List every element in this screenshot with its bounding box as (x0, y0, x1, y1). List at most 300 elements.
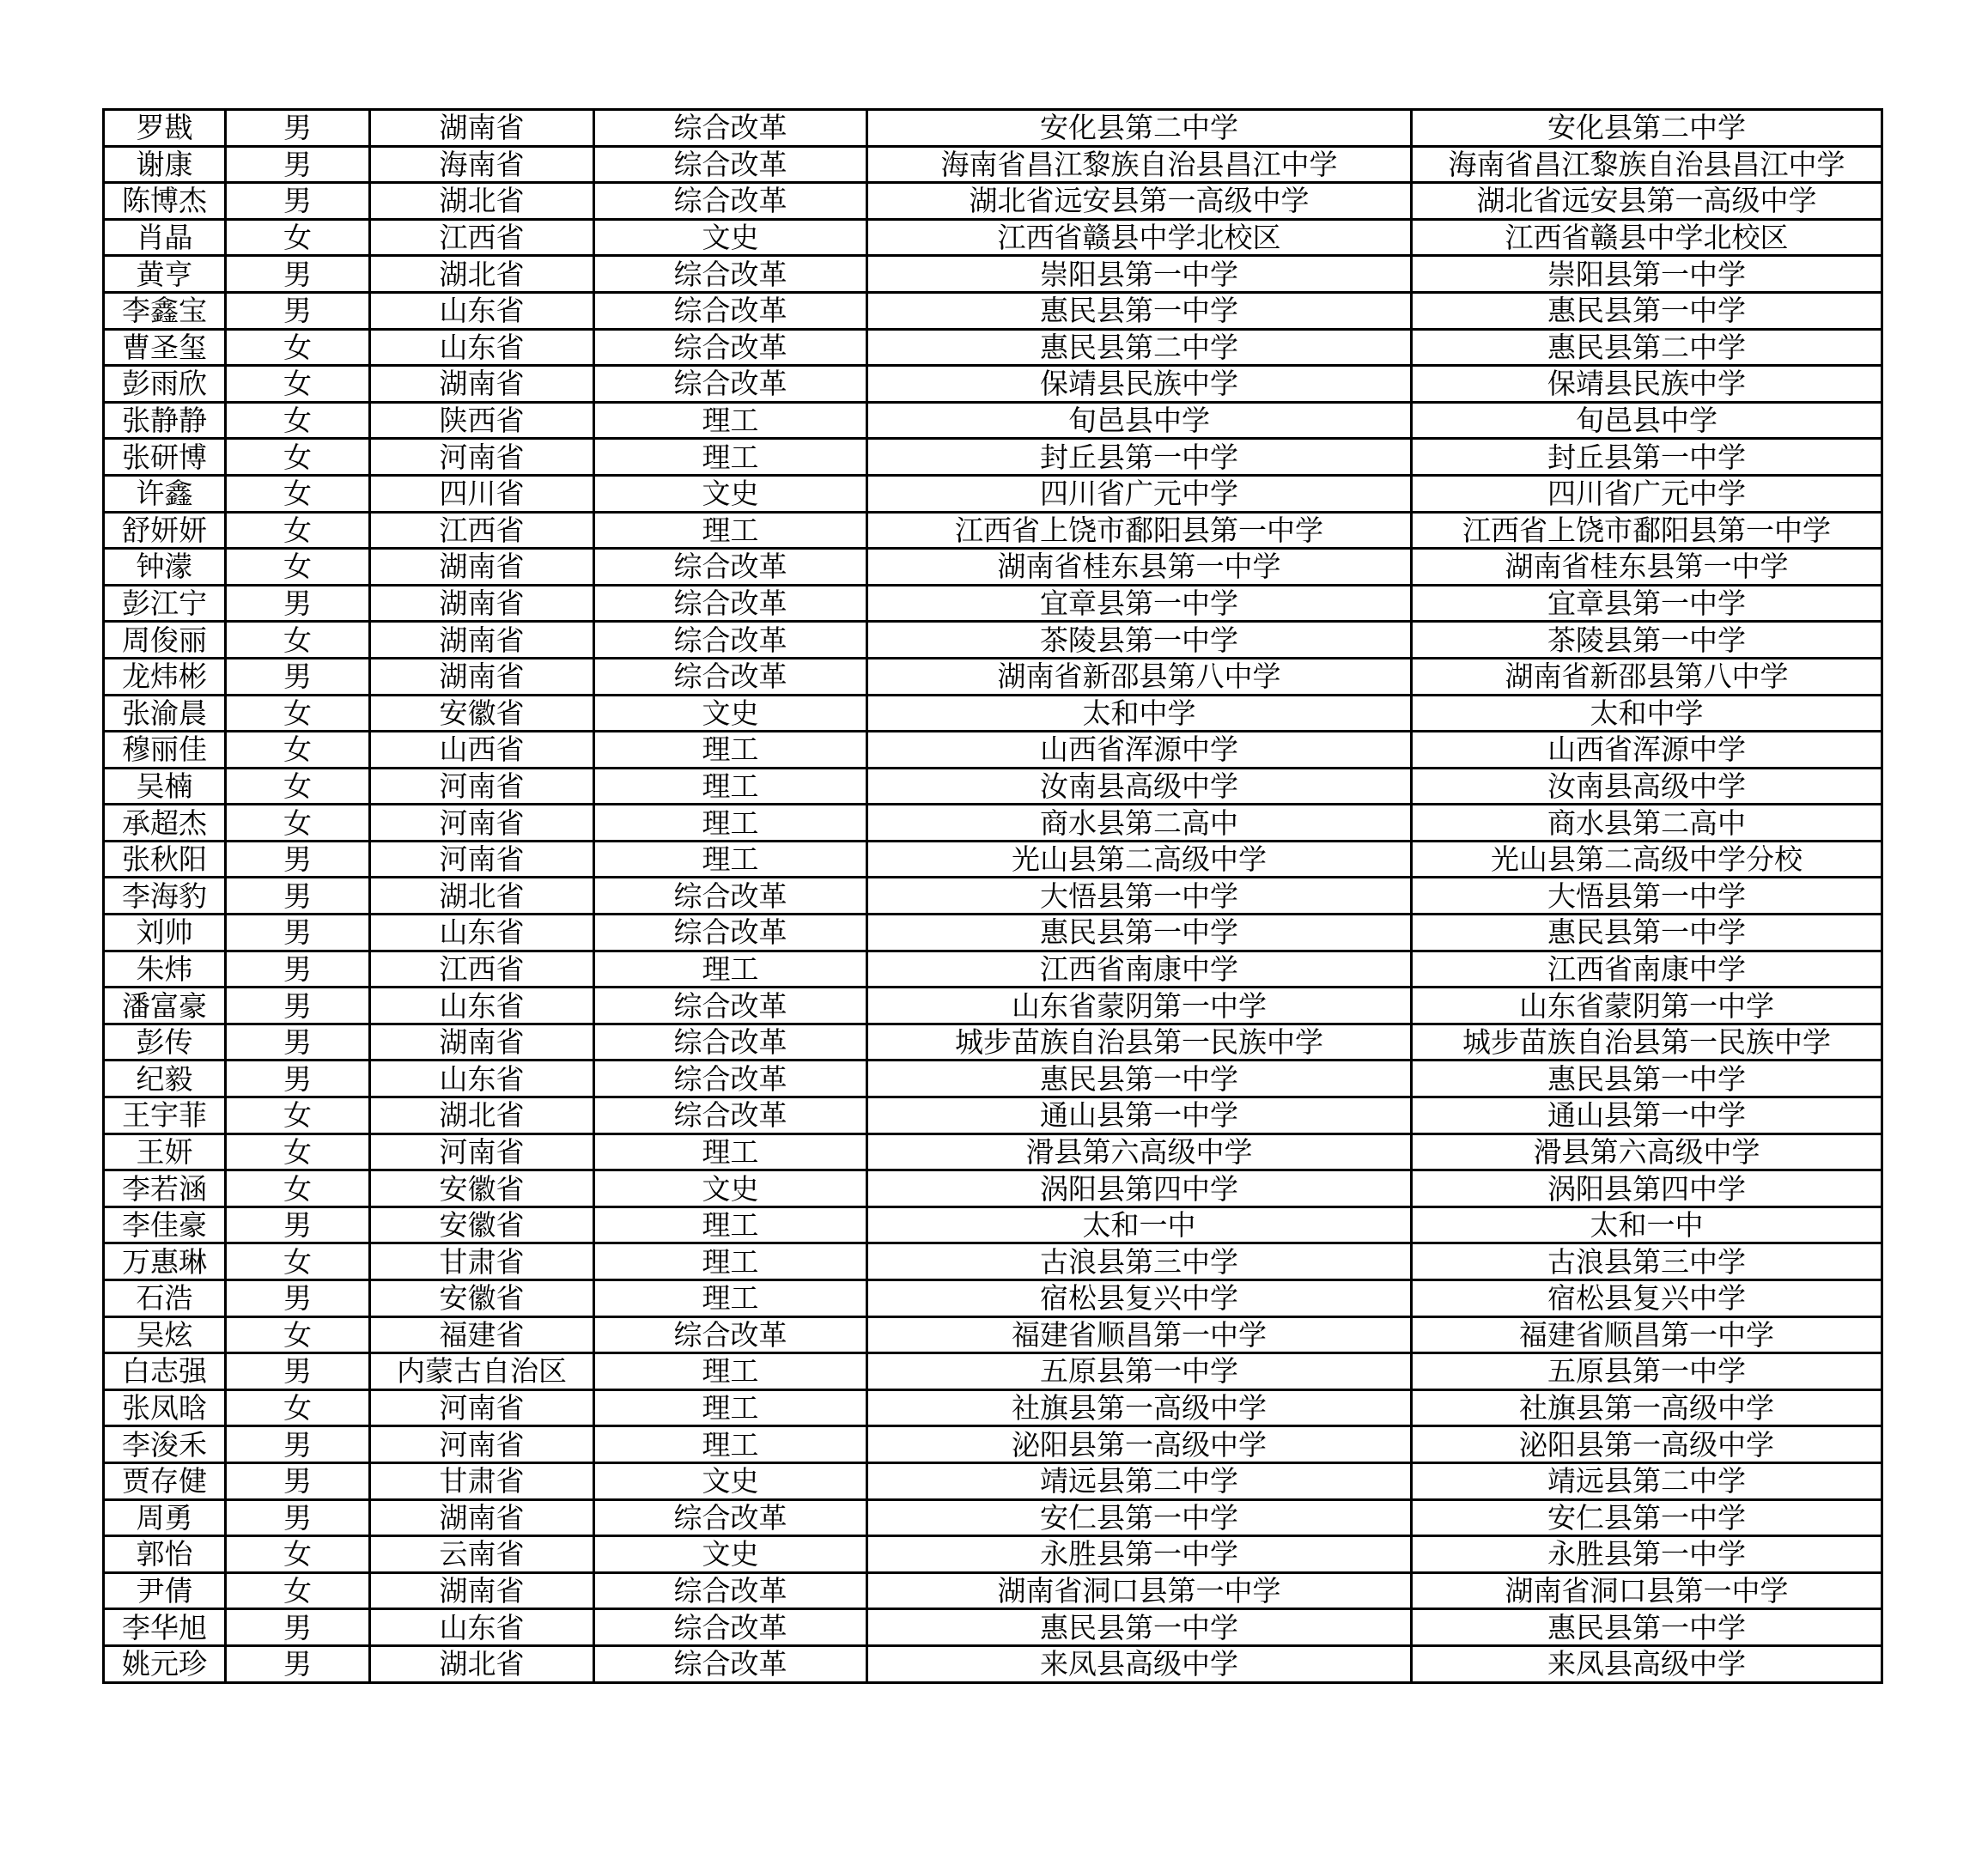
province-cell: 山东省 (370, 1061, 594, 1097)
province-cell: 山东省 (370, 915, 594, 951)
table-row (104, 1243, 1882, 1280)
gender-cell: 女 (226, 1243, 370, 1280)
table-row (104, 1389, 1882, 1426)
school-cell: 五原县第一中学 (867, 1353, 1412, 1390)
name-cell: 彭江宁 (104, 585, 226, 622)
category-cell: 理工 (594, 1206, 867, 1243)
school-cell-2: 来凤县高级中学 (1412, 1645, 1882, 1682)
category-cell: 理工 (594, 1389, 867, 1426)
province-cell: 云南省 (370, 1536, 594, 1573)
table-row (104, 878, 1882, 915)
table-row (104, 366, 1882, 403)
gender-cell: 女 (226, 402, 370, 439)
school-cell: 湖南省新邵县第八中学 (867, 658, 1412, 695)
student-table-body (104, 110, 1882, 1683)
school-cell-2: 光山县第二高级中学分校 (1412, 841, 1882, 878)
province-cell: 福建省 (370, 1316, 594, 1353)
school-cell: 宿松县复兴中学 (867, 1280, 1412, 1317)
name-cell: 张渝晨 (104, 695, 226, 732)
gender-cell: 男 (226, 878, 370, 915)
gender-cell: 女 (226, 1170, 370, 1207)
province-cell: 湖北省 (370, 878, 594, 915)
province-cell: 河南省 (370, 439, 594, 476)
province-cell: 湖南省 (370, 110, 594, 147)
table-row (104, 1316, 1882, 1353)
school-cell: 涡阳县第四中学 (867, 1170, 1412, 1207)
gender-cell: 男 (226, 1462, 370, 1499)
name-cell: 姚元珍 (104, 1645, 226, 1682)
name-cell: 万惠琳 (104, 1243, 226, 1280)
gender-cell: 女 (226, 1134, 370, 1170)
table-row (104, 1499, 1882, 1536)
name-cell: 李佳豪 (104, 1206, 226, 1243)
table-row (104, 219, 1882, 256)
province-cell: 甘肃省 (370, 1462, 594, 1499)
school-cell: 保靖县民族中学 (867, 366, 1412, 403)
province-cell: 河南省 (370, 1389, 594, 1426)
school-cell: 茶陵县第一中学 (867, 622, 1412, 659)
gender-cell: 女 (226, 1316, 370, 1353)
gender-cell: 女 (226, 695, 370, 732)
name-cell: 王妍 (104, 1134, 226, 1170)
school-cell-2: 惠民县第一中学 (1412, 915, 1882, 951)
category-cell: 综合改革 (594, 549, 867, 586)
name-cell: 穆丽佳 (104, 732, 226, 769)
table-row (104, 329, 1882, 366)
school-cell-2: 山东省蒙阴第一中学 (1412, 988, 1882, 1024)
school-cell-2: 宜章县第一中学 (1412, 585, 1882, 622)
name-cell: 朱炜 (104, 951, 226, 988)
table-row (104, 805, 1882, 842)
table-row (104, 915, 1882, 951)
gender-cell: 女 (226, 439, 370, 476)
school-cell: 商水县第二高中 (867, 805, 1412, 842)
school-cell: 来凤县高级中学 (867, 1645, 1412, 1682)
province-cell: 山东省 (370, 292, 594, 329)
table-row (104, 1462, 1882, 1499)
gender-cell: 男 (226, 841, 370, 878)
name-cell: 谢康 (104, 146, 226, 183)
category-cell: 理工 (594, 1243, 867, 1280)
school-cell: 山东省蒙阴第一中学 (867, 988, 1412, 1024)
school-cell-2: 宿松县复兴中学 (1412, 1280, 1882, 1317)
school-cell-2: 湖南省桂东县第一中学 (1412, 549, 1882, 586)
school-cell: 惠民县第二中学 (867, 329, 1412, 366)
school-cell-2: 海南省昌江黎族自治县昌江中学 (1412, 146, 1882, 183)
province-cell: 山东省 (370, 1609, 594, 1646)
gender-cell: 女 (226, 622, 370, 659)
name-cell: 曹圣玺 (104, 329, 226, 366)
category-cell: 综合改革 (594, 366, 867, 403)
gender-cell: 男 (226, 915, 370, 951)
gender-cell: 男 (226, 1280, 370, 1317)
school-cell: 旬邑县中学 (867, 402, 1412, 439)
school-cell: 社旗县第一高级中学 (867, 1389, 1412, 1426)
gender-cell: 男 (226, 146, 370, 183)
name-cell: 张凤晗 (104, 1389, 226, 1426)
table-row (104, 146, 1882, 183)
name-cell: 纪毅 (104, 1061, 226, 1097)
school-cell-2: 汝南县高级中学 (1412, 768, 1882, 805)
gender-cell: 男 (226, 256, 370, 293)
name-cell: 郭怡 (104, 1536, 226, 1573)
student-table (102, 108, 1883, 1684)
table-row (104, 402, 1882, 439)
table-row (104, 1426, 1882, 1463)
category-cell: 综合改革 (594, 1316, 867, 1353)
school-cell: 永胜县第一中学 (867, 1536, 1412, 1573)
name-cell: 周俊丽 (104, 622, 226, 659)
province-cell: 湖南省 (370, 1499, 594, 1536)
category-cell: 理工 (594, 951, 867, 988)
gender-cell: 男 (226, 951, 370, 988)
school-cell: 古浪县第三中学 (867, 1243, 1412, 1280)
category-cell: 理工 (594, 805, 867, 842)
school-cell: 封丘县第一中学 (867, 439, 1412, 476)
category-cell: 文史 (594, 1536, 867, 1573)
gender-cell: 女 (226, 475, 370, 512)
gender-cell: 女 (226, 768, 370, 805)
category-cell: 理工 (594, 768, 867, 805)
school-cell-2: 湖南省新邵县第八中学 (1412, 658, 1882, 695)
table-row (104, 585, 1882, 622)
school-cell-2: 惠民县第二中学 (1412, 329, 1882, 366)
school-cell: 惠民县第一中学 (867, 915, 1412, 951)
school-cell: 福建省顺昌第一中学 (867, 1316, 1412, 1353)
province-cell: 湖南省 (370, 549, 594, 586)
gender-cell: 女 (226, 366, 370, 403)
gender-cell: 男 (226, 183, 370, 220)
school-cell-2: 太和中学 (1412, 695, 1882, 732)
province-cell: 江西省 (370, 951, 594, 988)
school-cell-2: 大悟县第一中学 (1412, 878, 1882, 915)
name-cell: 舒妍妍 (104, 512, 226, 549)
school-cell-2: 保靖县民族中学 (1412, 366, 1882, 403)
school-cell-2: 湖北省远安县第一高级中学 (1412, 183, 1882, 220)
category-cell: 综合改革 (594, 585, 867, 622)
school-cell: 太和中学 (867, 695, 1412, 732)
table-row (104, 439, 1882, 476)
school-cell-2: 江西省赣县中学北校区 (1412, 219, 1882, 256)
gender-cell: 女 (226, 1389, 370, 1426)
table-row (104, 1280, 1882, 1317)
category-cell: 综合改革 (594, 658, 867, 695)
category-cell: 综合改革 (594, 256, 867, 293)
table-row (104, 1097, 1882, 1134)
province-cell: 湖北省 (370, 1097, 594, 1134)
table-row (104, 1572, 1882, 1609)
name-cell: 李若涵 (104, 1170, 226, 1207)
school-cell: 四川省广元中学 (867, 475, 1412, 512)
table-row (104, 1609, 1882, 1646)
table-row (104, 1206, 1882, 1243)
school-cell-2: 崇阳县第一中学 (1412, 256, 1882, 293)
table-row (104, 512, 1882, 549)
name-cell: 罗戡 (104, 110, 226, 147)
table-row (104, 622, 1882, 659)
gender-cell: 男 (226, 1061, 370, 1097)
name-cell: 李海豹 (104, 878, 226, 915)
province-cell: 山东省 (370, 329, 594, 366)
school-cell: 泌阳县第一高级中学 (867, 1426, 1412, 1463)
name-cell: 吴炫 (104, 1316, 226, 1353)
name-cell: 张静静 (104, 402, 226, 439)
name-cell: 承超杰 (104, 805, 226, 842)
province-cell: 安徽省 (370, 1170, 594, 1207)
table-row (104, 732, 1882, 769)
category-cell: 理工 (594, 512, 867, 549)
school-cell: 通山县第一中学 (867, 1097, 1412, 1134)
province-cell: 湖南省 (370, 622, 594, 659)
name-cell: 吴楠 (104, 768, 226, 805)
name-cell: 肖晶 (104, 219, 226, 256)
province-cell: 山东省 (370, 988, 594, 1024)
school-cell-2: 太和一中 (1412, 1206, 1882, 1243)
category-cell: 综合改革 (594, 110, 867, 147)
name-cell: 张秋阳 (104, 841, 226, 878)
school-cell-2: 四川省广元中学 (1412, 475, 1882, 512)
name-cell: 李鑫宝 (104, 292, 226, 329)
gender-cell: 女 (226, 1536, 370, 1573)
school-cell: 大悟县第一中学 (867, 878, 1412, 915)
category-cell: 理工 (594, 1353, 867, 1390)
name-cell: 张研博 (104, 439, 226, 476)
gender-cell: 男 (226, 1499, 370, 1536)
gender-cell: 女 (226, 512, 370, 549)
school-cell: 湖南省洞口县第一中学 (867, 1572, 1412, 1609)
name-cell: 许鑫 (104, 475, 226, 512)
province-cell: 安徽省 (370, 695, 594, 732)
school-cell-2: 湖南省洞口县第一中学 (1412, 1572, 1882, 1609)
category-cell: 综合改革 (594, 1609, 867, 1646)
province-cell: 湖南省 (370, 366, 594, 403)
school-cell: 山西省浑源中学 (867, 732, 1412, 769)
category-cell: 综合改革 (594, 878, 867, 915)
school-cell: 江西省南康中学 (867, 951, 1412, 988)
province-cell: 湖北省 (370, 1645, 594, 1682)
school-cell-2: 泌阳县第一高级中学 (1412, 1426, 1882, 1463)
category-cell: 综合改革 (594, 988, 867, 1024)
table-row (104, 549, 1882, 586)
province-cell: 海南省 (370, 146, 594, 183)
gender-cell: 男 (226, 988, 370, 1024)
category-cell: 文史 (594, 1170, 867, 1207)
category-cell: 综合改革 (594, 146, 867, 183)
school-cell-2: 涡阳县第四中学 (1412, 1170, 1882, 1207)
table-row (104, 1061, 1882, 1097)
school-cell: 光山县第二高级中学 (867, 841, 1412, 878)
province-cell: 湖南省 (370, 585, 594, 622)
gender-cell: 女 (226, 1572, 370, 1609)
school-cell: 汝南县高级中学 (867, 768, 1412, 805)
category-cell: 综合改革 (594, 1024, 867, 1061)
name-cell: 周勇 (104, 1499, 226, 1536)
school-cell-2: 城步苗族自治县第一民族中学 (1412, 1024, 1882, 1061)
school-cell-2: 惠民县第一中学 (1412, 1609, 1882, 1646)
category-cell: 综合改革 (594, 1499, 867, 1536)
province-cell: 河南省 (370, 805, 594, 842)
name-cell: 潘富豪 (104, 988, 226, 1024)
gender-cell: 女 (226, 1097, 370, 1134)
gender-cell: 男 (226, 585, 370, 622)
table-row (104, 292, 1882, 329)
name-cell: 贾存健 (104, 1462, 226, 1499)
school-cell: 湖南省桂东县第一中学 (867, 549, 1412, 586)
name-cell: 陈博杰 (104, 183, 226, 220)
province-cell: 安徽省 (370, 1280, 594, 1317)
category-cell: 综合改革 (594, 292, 867, 329)
category-cell: 综合改革 (594, 183, 867, 220)
school-cell: 城步苗族自治县第一民族中学 (867, 1024, 1412, 1061)
table-row (104, 1170, 1882, 1207)
name-cell: 刘帅 (104, 915, 226, 951)
province-cell: 陕西省 (370, 402, 594, 439)
province-cell: 内蒙古自治区 (370, 1353, 594, 1390)
gender-cell: 男 (226, 1426, 370, 1463)
province-cell: 河南省 (370, 1134, 594, 1170)
gender-cell: 男 (226, 292, 370, 329)
school-cell-2: 封丘县第一中学 (1412, 439, 1882, 476)
category-cell: 综合改革 (594, 1061, 867, 1097)
table-row (104, 841, 1882, 878)
category-cell: 综合改革 (594, 1645, 867, 1682)
name-cell: 李华旭 (104, 1609, 226, 1646)
school-cell-2: 永胜县第一中学 (1412, 1536, 1882, 1573)
gender-cell: 男 (226, 1609, 370, 1646)
school-cell-2: 靖远县第二中学 (1412, 1462, 1882, 1499)
province-cell: 湖南省 (370, 1572, 594, 1609)
name-cell: 龙炜彬 (104, 658, 226, 695)
school-cell: 江西省上饶市鄱阳县第一中学 (867, 512, 1412, 549)
province-cell: 湖南省 (370, 1024, 594, 1061)
category-cell: 综合改革 (594, 1097, 867, 1134)
school-cell: 崇阳县第一中学 (867, 256, 1412, 293)
province-cell: 安徽省 (370, 1206, 594, 1243)
table-row (104, 695, 1882, 732)
category-cell: 理工 (594, 439, 867, 476)
province-cell: 湖北省 (370, 256, 594, 293)
table-row (104, 256, 1882, 293)
school-cell-2: 安化县第二中学 (1412, 110, 1882, 147)
school-cell: 海南省昌江黎族自治县昌江中学 (867, 146, 1412, 183)
school-cell-2: 古浪县第三中学 (1412, 1243, 1882, 1280)
category-cell: 综合改革 (594, 622, 867, 659)
table-row (104, 475, 1882, 512)
school-cell-2: 滑县第六高级中学 (1412, 1134, 1882, 1170)
category-cell: 理工 (594, 1426, 867, 1463)
gender-cell: 女 (226, 329, 370, 366)
province-cell: 江西省 (370, 512, 594, 549)
name-cell: 彭雨欣 (104, 366, 226, 403)
category-cell: 理工 (594, 841, 867, 878)
school-cell-2: 惠民县第一中学 (1412, 1061, 1882, 1097)
gender-cell: 男 (226, 1353, 370, 1390)
school-cell: 惠民县第一中学 (867, 292, 1412, 329)
province-cell: 河南省 (370, 1426, 594, 1463)
school-cell-2: 江西省南康中学 (1412, 951, 1882, 988)
table-row (104, 1536, 1882, 1573)
category-cell: 综合改革 (594, 915, 867, 951)
school-cell: 太和一中 (867, 1206, 1412, 1243)
category-cell: 理工 (594, 1280, 867, 1317)
gender-cell: 男 (226, 110, 370, 147)
school-cell: 惠民县第一中学 (867, 1609, 1412, 1646)
school-cell: 惠民县第一中学 (867, 1061, 1412, 1097)
category-cell: 理工 (594, 402, 867, 439)
province-cell: 湖北省 (370, 183, 594, 220)
school-cell: 江西省赣县中学北校区 (867, 219, 1412, 256)
table-row (104, 1353, 1882, 1390)
province-cell: 江西省 (370, 219, 594, 256)
school-cell: 宜章县第一中学 (867, 585, 1412, 622)
school-cell-2: 商水县第二高中 (1412, 805, 1882, 842)
school-cell: 靖远县第二中学 (867, 1462, 1412, 1499)
school-cell: 湖北省远安县第一高级中学 (867, 183, 1412, 220)
school-cell: 滑县第六高级中学 (867, 1134, 1412, 1170)
province-cell: 河南省 (370, 768, 594, 805)
category-cell: 文史 (594, 219, 867, 256)
category-cell: 综合改革 (594, 1572, 867, 1609)
table-row (104, 1134, 1882, 1170)
category-cell: 理工 (594, 732, 867, 769)
gender-cell: 男 (226, 1206, 370, 1243)
gender-cell: 女 (226, 805, 370, 842)
school-cell-2: 安仁县第一中学 (1412, 1499, 1882, 1536)
province-cell: 湖南省 (370, 658, 594, 695)
name-cell: 李浚禾 (104, 1426, 226, 1463)
gender-cell: 女 (226, 219, 370, 256)
name-cell: 王宇菲 (104, 1097, 226, 1134)
name-cell: 黄亨 (104, 256, 226, 293)
province-cell: 四川省 (370, 475, 594, 512)
school-cell: 安仁县第一中学 (867, 1499, 1412, 1536)
gender-cell: 女 (226, 732, 370, 769)
table-row (104, 110, 1882, 147)
table-row (104, 1024, 1882, 1061)
table-row (104, 183, 1882, 220)
school-cell-2: 通山县第一中学 (1412, 1097, 1882, 1134)
province-cell: 甘肃省 (370, 1243, 594, 1280)
gender-cell: 男 (226, 1024, 370, 1061)
name-cell: 石浩 (104, 1280, 226, 1317)
school-cell-2: 山西省浑源中学 (1412, 732, 1882, 769)
table-row (104, 1645, 1882, 1682)
name-cell: 尹倩 (104, 1572, 226, 1609)
table-row (104, 768, 1882, 805)
school-cell-2: 旬邑县中学 (1412, 402, 1882, 439)
category-cell: 综合改革 (594, 329, 867, 366)
name-cell: 钟濛 (104, 549, 226, 586)
table-row (104, 658, 1882, 695)
name-cell: 彭传 (104, 1024, 226, 1061)
category-cell: 文史 (594, 475, 867, 512)
category-cell: 理工 (594, 1134, 867, 1170)
school-cell-2: 惠民县第一中学 (1412, 292, 1882, 329)
table-row (104, 988, 1882, 1024)
gender-cell: 男 (226, 1645, 370, 1682)
category-cell: 文史 (594, 695, 867, 732)
school-cell: 安化县第二中学 (867, 110, 1412, 147)
province-cell: 河南省 (370, 841, 594, 878)
name-cell: 白志强 (104, 1353, 226, 1390)
school-cell-2: 社旗县第一高级中学 (1412, 1389, 1882, 1426)
category-cell: 文史 (594, 1462, 867, 1499)
province-cell: 山西省 (370, 732, 594, 769)
school-cell-2: 江西省上饶市鄱阳县第一中学 (1412, 512, 1882, 549)
gender-cell: 女 (226, 549, 370, 586)
table-row (104, 951, 1882, 988)
school-cell-2: 福建省顺昌第一中学 (1412, 1316, 1882, 1353)
